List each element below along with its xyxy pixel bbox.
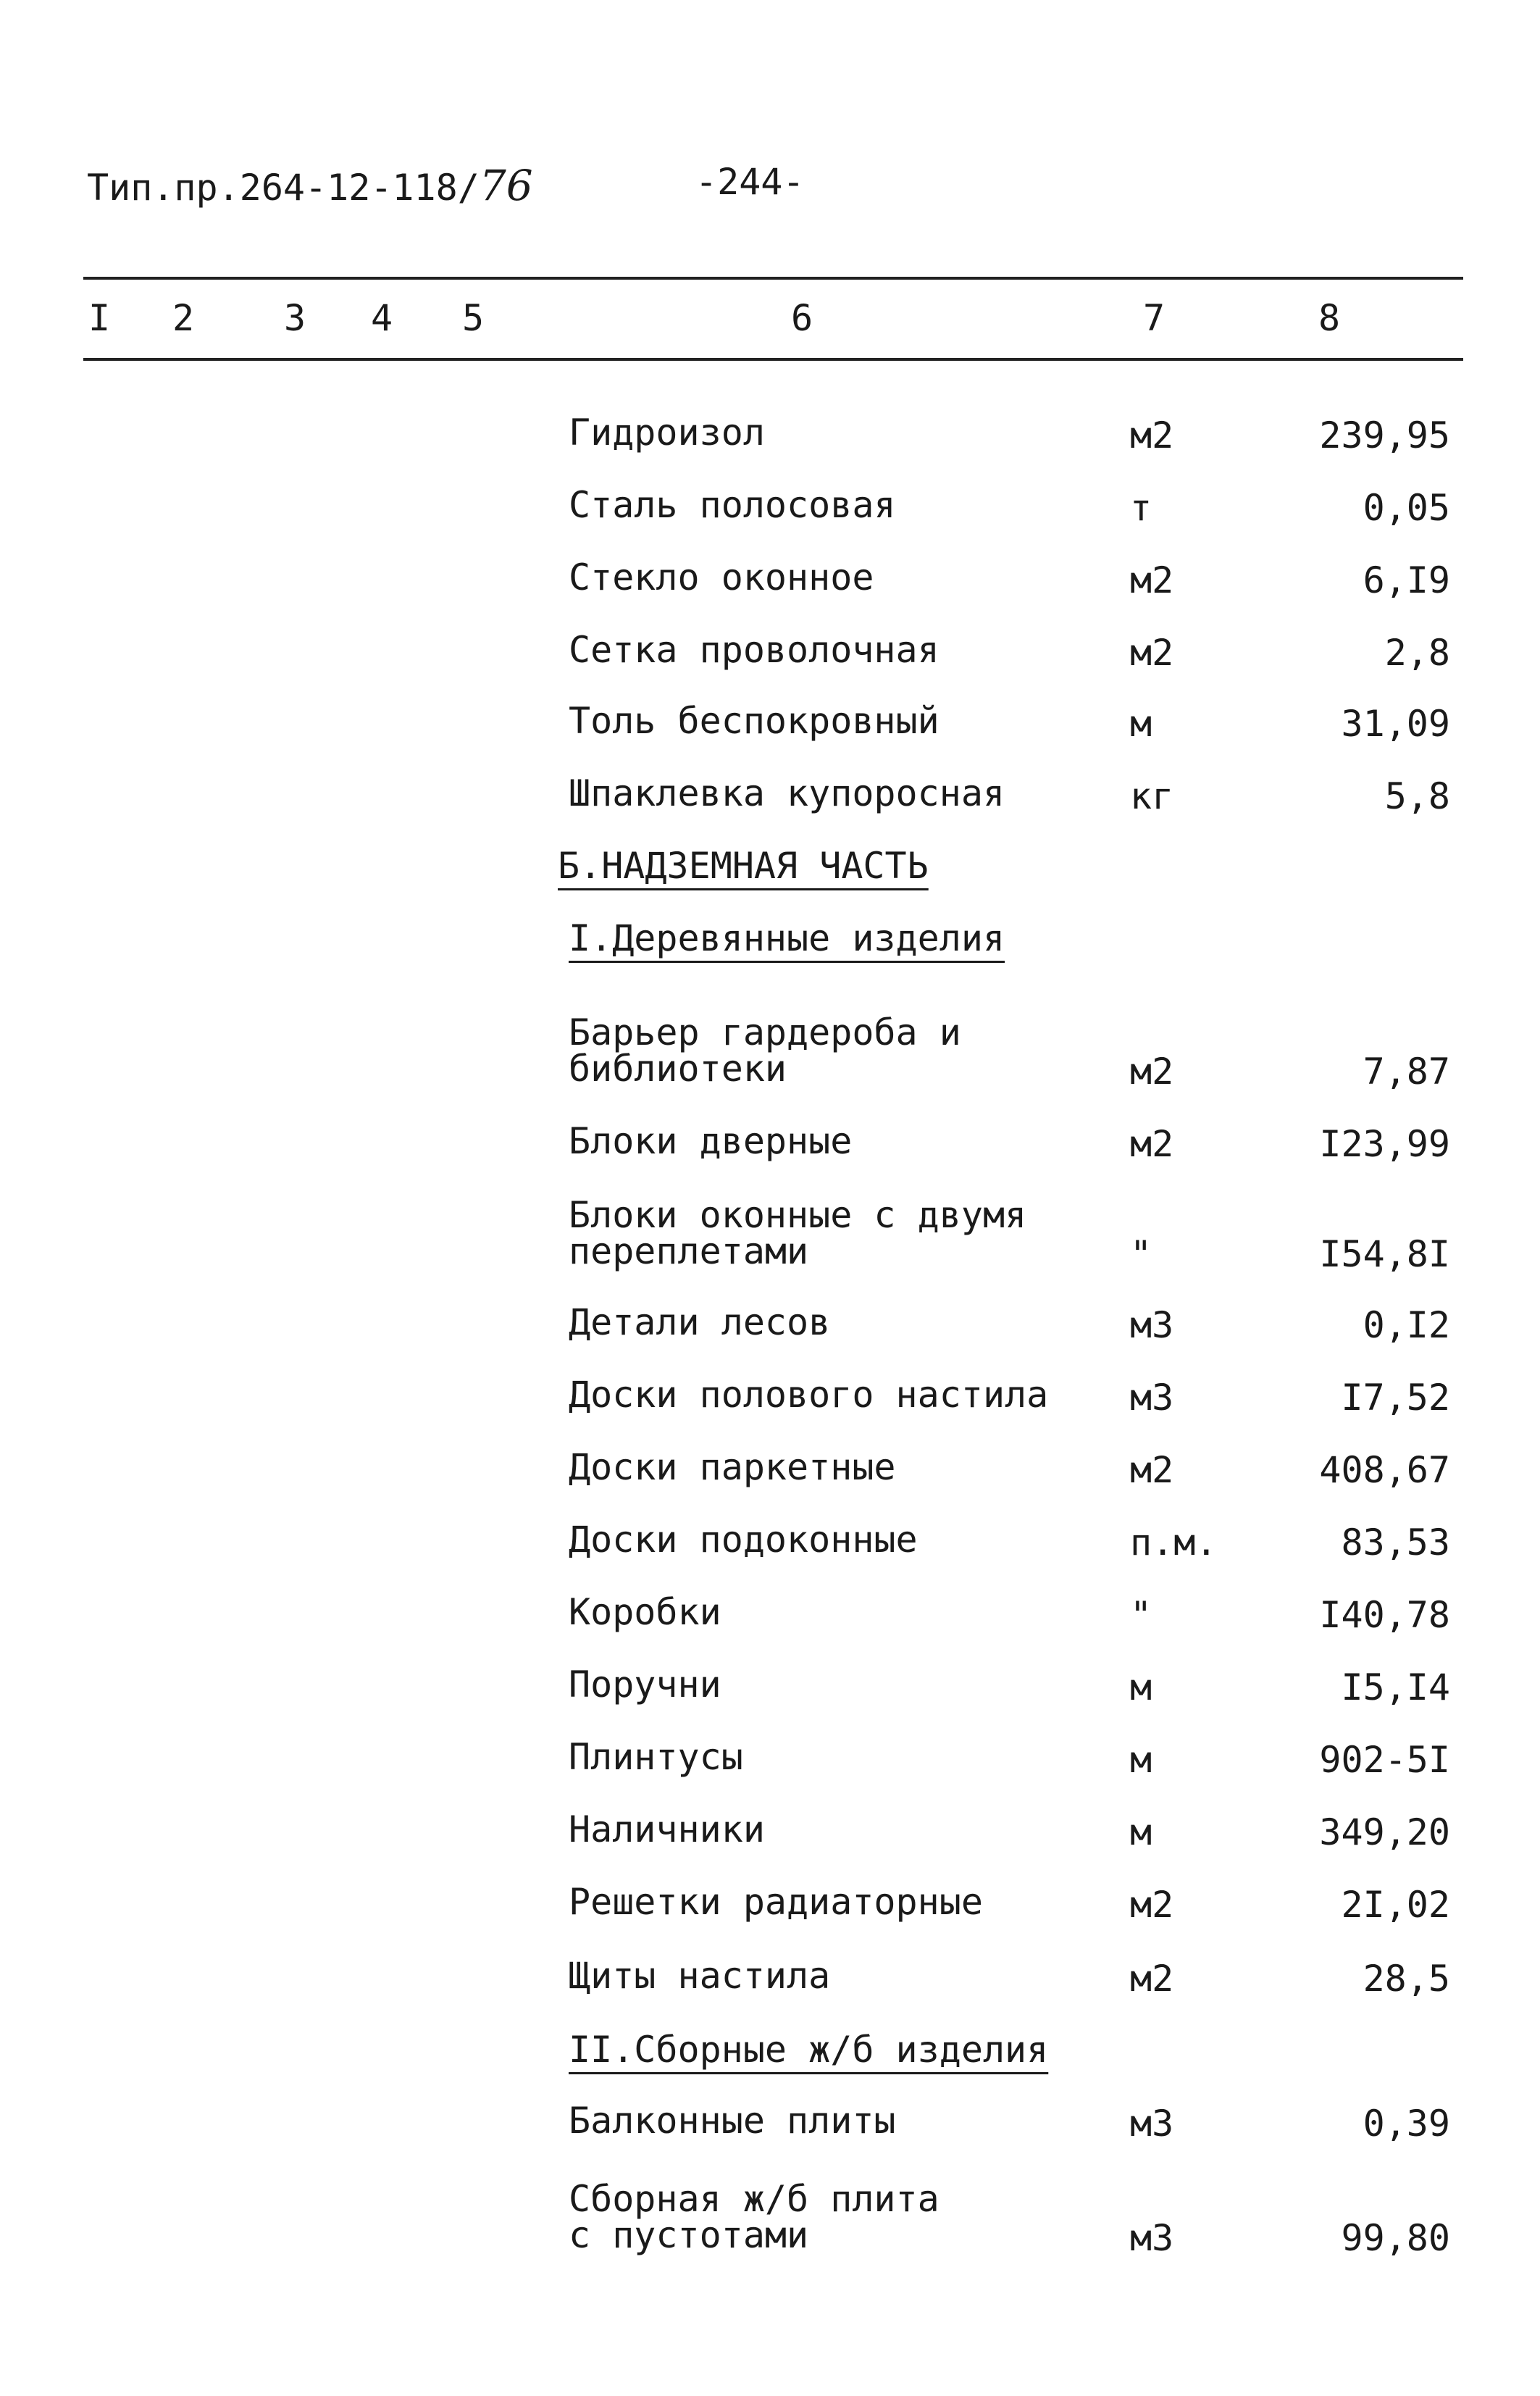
unit: м2 [1130, 414, 1174, 456]
quantity: 6,I9 [1363, 559, 1450, 601]
material-name: Сборная ж/б плита с пустотами [569, 2178, 940, 2256]
column-header-7: 7 [1143, 297, 1166, 339]
column-header-3: 3 [284, 297, 306, 339]
material-name: Сетка проволочная [569, 629, 940, 671]
material-name: Блоки оконные с двумя переплетами [569, 1194, 1027, 1272]
material-name: Барьер гардероба и библиотеки [569, 1011, 961, 1090]
quantity: 0,05 [1363, 487, 1450, 529]
quantity: I54,8I [1319, 1233, 1450, 1275]
unit: м3 [1130, 2217, 1174, 2259]
quantity: 99,80 [1341, 2217, 1450, 2259]
unit: т [1130, 487, 1152, 529]
unit: " [1130, 1594, 1152, 1636]
quantity: I23,99 [1319, 1123, 1450, 1165]
quantity: 349,20 [1319, 1811, 1450, 1853]
column-header-8: 8 [1318, 297, 1341, 339]
unit: м2 [1130, 1051, 1174, 1093]
column-header-1: I [88, 297, 111, 339]
quantity: 902-5I [1319, 1739, 1450, 1781]
table-top-rule [83, 277, 1463, 280]
unit: м2 [1130, 1449, 1174, 1491]
quantity: 2I,02 [1341, 1884, 1450, 1926]
material-name: Наличники [569, 1808, 765, 1850]
quantity: I5,I4 [1341, 1666, 1450, 1708]
material-name: Шпаклевка купоросная [569, 772, 1005, 814]
quantity: 28,5 [1363, 1958, 1450, 2000]
unit: м3 [1130, 1377, 1174, 1419]
column-header-2: 2 [172, 297, 195, 339]
material-name: Доски полового настила [569, 1374, 1049, 1416]
material-name: Толь беспокровный [569, 700, 940, 742]
unit: м [1130, 703, 1152, 745]
unit: м3 [1130, 1304, 1174, 1346]
unit: м3 [1130, 2103, 1174, 2145]
quantity: 83,53 [1341, 1521, 1450, 1564]
material-name: Гидроизол [569, 412, 765, 454]
unit: кг [1130, 775, 1174, 817]
material-name: Детали лесов [569, 1301, 831, 1343]
quantity: 408,67 [1319, 1449, 1450, 1491]
column-header-5: 5 [462, 297, 485, 339]
project-code: Тип.пр.264-12-118/ [87, 167, 480, 209]
material-name: Доски паркетные [569, 1446, 896, 1488]
material-name: Блоки дверные [569, 1120, 853, 1162]
quantity: I40,78 [1319, 1594, 1450, 1636]
section-heading-precast-concrete: II.Сборные ж/б изделия [569, 2029, 1049, 2071]
quantity: 0,39 [1363, 2103, 1450, 2145]
material-name: Решетки радиаторные [569, 1881, 983, 1923]
unit: м2 [1130, 559, 1174, 601]
quantity: 31,09 [1341, 703, 1450, 745]
quantity: 5,8 [1384, 775, 1450, 817]
quantity: 7,87 [1363, 1051, 1450, 1093]
section-heading-above-ground: Б.НАДЗЕМНАЯ ЧАСТЬ [558, 845, 929, 887]
material-name: Поручни [569, 1664, 721, 1706]
unit: м2 [1130, 1958, 1174, 2000]
unit: п.м. [1130, 1521, 1218, 1564]
material-name: Стекло оконное [569, 556, 874, 598]
quantity: 239,95 [1319, 414, 1450, 456]
section-heading-wooden-products: I.Деревянные изделия [569, 917, 1005, 959]
material-name: Балконные плиты [569, 2100, 896, 2142]
unit: м [1130, 1666, 1152, 1708]
page-number: -244- [695, 161, 805, 203]
column-header-4: 4 [371, 297, 393, 339]
unit: м [1130, 1811, 1152, 1853]
unit: м [1130, 1739, 1152, 1781]
document-header [87, 161, 805, 210]
project-code-handwritten: 76 [479, 161, 533, 210]
unit: м2 [1130, 1123, 1174, 1165]
quantity: I7,52 [1341, 1377, 1450, 1419]
material-name: Щиты настила [569, 1955, 831, 1997]
material-name: Плинтусы [569, 1736, 743, 1778]
unit: м2 [1130, 632, 1174, 674]
quantity: 2,8 [1384, 632, 1450, 674]
quantity: 0,I2 [1363, 1304, 1450, 1346]
material-name: Доски подоконные [569, 1519, 918, 1561]
column-header-6: 6 [791, 297, 813, 339]
table-header-rule [83, 358, 1463, 361]
material-name: Сталь полосовая [569, 484, 896, 526]
unit: " [1130, 1233, 1152, 1275]
material-name: Коробки [569, 1591, 721, 1633]
unit: м2 [1130, 1884, 1174, 1926]
